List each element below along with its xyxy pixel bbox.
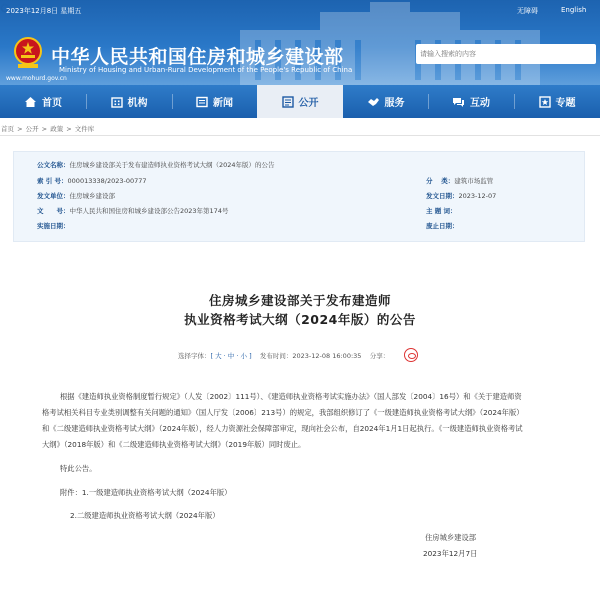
nav-item-topic[interactable] — [514, 85, 600, 118]
service-icon — [367, 96, 380, 108]
article-title-line1: 住房城乡建设部关于发布建造师 — [208, 293, 391, 308]
info-implement-date: 实施日期： — [37, 222, 70, 230]
nav-item-service[interactable] — [343, 85, 428, 118]
weibo-share-icon[interactable] — [404, 348, 418, 362]
nav-item-news[interactable] — [172, 85, 257, 118]
nav-item-interaction[interactable] — [428, 85, 514, 118]
site-url: www.mohurd.gov.cn — [6, 75, 67, 82]
building-icon — [111, 96, 123, 108]
info-doc-number: 文 号：中华人民共和国住房和城乡建设部公告2023年第174号 — [37, 207, 229, 215]
body-line: 和《二级建造师执业资格考试大纲》（2024年版），经人力资源社会保障部审定，现向社会公布，自2024年1月1日起执行。《一级建造师执业资格考试 — [42, 424, 523, 433]
article-title-line2: 执业资格考试大纲（2024年版）的公告 — [184, 312, 416, 327]
document-info-box — [13, 151, 585, 242]
national-emblem-icon — [13, 37, 43, 69]
nav-item-label: 机构 — [127, 98, 148, 109]
current-date: 2023年12月8日 星期五 — [6, 7, 82, 15]
nav-item-label: 公开 — [298, 98, 319, 109]
home-icon — [24, 96, 37, 108]
site-title: 中华人民共和国住房和城乡建设部 — [51, 46, 344, 68]
info-issuer: 发文单位：住房城乡建设部 — [37, 192, 115, 200]
nav-item-label: 互动 — [470, 98, 490, 109]
site-title-english: Ministry of Housing and Urban-Rural Development of the People's Republic of China — [59, 66, 353, 74]
info-subject: 主 题 词： — [426, 207, 457, 215]
signer: 住房城乡建设部 — [425, 533, 477, 542]
nav-item-label: 首页 — [42, 98, 62, 109]
breadcrumb-library[interactable]: 文件库 — [74, 125, 95, 133]
attachment-link-1[interactable]: 附件：1.一级建造师执业资格考试大纲（2024年版） — [60, 488, 232, 497]
nav-item-label: 服务 — [384, 98, 405, 109]
accessibility-link[interactable]: 无障碍 — [517, 7, 538, 15]
chat-icon — [452, 96, 465, 108]
nav-item-label: 专题 — [555, 98, 576, 109]
breadcrumb: 首页 > 公开 > 政策 > 文件库 — [1, 125, 95, 133]
font-select-label: 选择字体： — [178, 352, 211, 360]
info-title: 公文名称：住房城乡建设部关于发布建造师执业资格考试大纲（2024年版）的公告 — [37, 161, 275, 169]
search-input[interactable] — [420, 47, 570, 61]
breadcrumb-home[interactable]: 首页 — [1, 125, 14, 133]
english-link[interactable]: English — [561, 6, 587, 14]
breadcrumb-policy[interactable]: 政策 — [50, 125, 64, 133]
publish-label: 发布时间： — [259, 352, 293, 360]
font-size-selector[interactable]: [ 大 · 中 · 小 ] — [210, 352, 252, 360]
topic-icon — [539, 96, 551, 108]
body-line: 大纲》（2018年版）和《二级建造师执业资格考试大纲》（2019年版）同时废止。 — [42, 440, 306, 449]
publish-time: 2023-12-08 16:00:35 — [292, 352, 362, 360]
info-category: 分 类：建筑市场监管 — [426, 177, 494, 185]
nav-item-label: 新闻 — [213, 98, 233, 109]
body-line: 格考试相关科目专业类别调整有关问题的通知》（国人厅发〔2006〕213号）的规定，我部组织修订了《一级建造师执业资格考试大纲》（2024年版） — [42, 408, 524, 417]
open-icon — [282, 96, 294, 108]
sign-date: 2023年12月7日 — [423, 549, 478, 558]
attachment-link-2[interactable]: 2.二级建造师执业资格考试大纲（2024年版） — [70, 511, 220, 520]
info-expire-date: 废止日期： — [426, 222, 459, 230]
notice-line: 特此公告。 — [60, 464, 97, 473]
nav-item-organization[interactable] — [86, 85, 172, 118]
site-header — [0, 0, 600, 85]
news-icon — [196, 96, 208, 108]
top-bar — [0, 0, 600, 20]
info-date: 发文日期：2023-12-07 — [426, 192, 497, 200]
info-index: 索 引 号：000013338/2023-00777 — [37, 177, 147, 185]
article-meta — [178, 351, 389, 360]
body-line: 根据《建造师执业资格制度暂行规定》（人发〔2002〕111号）、《建造师执业资格考试实施办法》（国人部发〔2004〕16号）和《关于建造师资 — [60, 392, 522, 401]
breadcrumb-open[interactable]: 公开 — [25, 125, 39, 133]
divider — [0, 135, 600, 136]
share-label: 分享： — [369, 352, 390, 360]
nav-item-home[interactable] — [0, 85, 86, 118]
search-box[interactable] — [416, 44, 596, 64]
nav-item-open[interactable] — [257, 85, 343, 118]
main-nav — [0, 85, 600, 118]
